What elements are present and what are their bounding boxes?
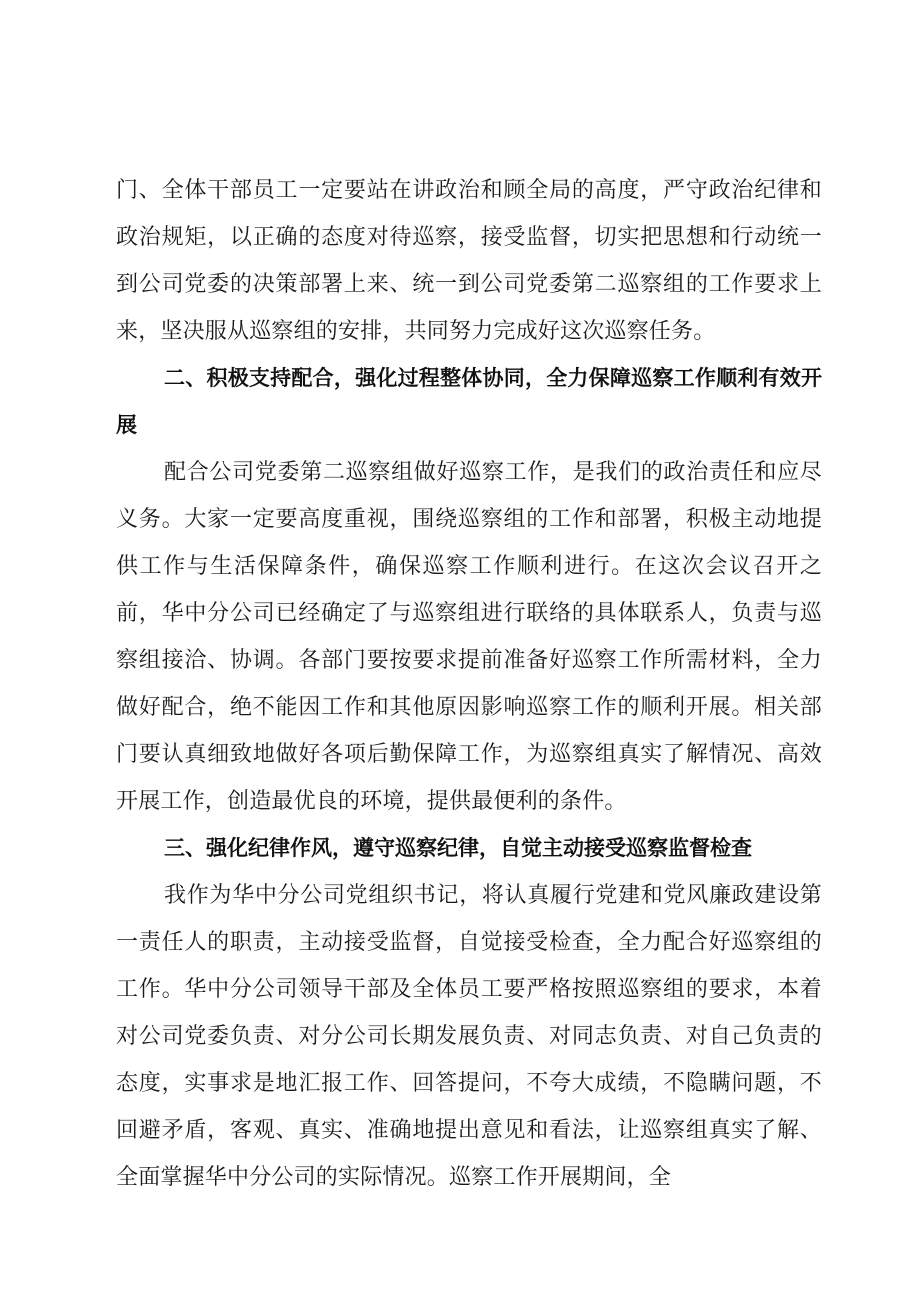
document-body [116, 167, 822, 1201]
body-paragraph-2: 配合公司党委第二巡察组做好巡察工作，是我们的政治责任和应尽义务。大家一定要高度重视，围绕巡察组的工作和部署，积极主动地提供工作与生活保障条件，确保巡察工作顺利进行。在这次会议召开之前，华中分公司已经确定了与巡察组进行联络的具体联系人，负责与巡察组接洽、协调。各部门要按要求提前准备好巡察工作所需材料，全力做好配合，绝不能因工作和其他原因影响巡察工作的顺利开展。相关部门要认真细致地做好各项后勤保障工作，为巡察组真实了解情况、高效开展工作，创造最优良的环境，提供最便利的条件。 [116, 460, 822, 814]
body-paragraph-1: 门、全体干部员工一定要站在讲政治和顾全局的高度，严守政治纪律和政治规矩，以正确的态度对待巡察，接受监督，切实把思想和行动统一到公司党委的决策部署上来、统一到公司党委第二巡察组的工作要求上来，坚决服从巡察组的安排，共同努力完成好这次巡察任务。 [116, 178, 822, 344]
body-paragraph-3: 我作为华中分公司党组织书记，将认真履行党建和党风廉政建设第一责任人的职责，主动接受监督，自觉接受检查，全力配合好巡察组的工作。华中分公司领导干部及全体员工要严格按照巡察组的要求，本着对公司党委负责、对分公司长期发展负责、对同志负责、对自己负责的态度，实事求是地汇报工作、回答提问，不夸大成绩，不隐瞒问题，不回避矛盾，客观、真实、准确地提出意见和看法，让巡察组真实了解、全面掌握华中分公司的实际情况。巡察工作开展期间，全 [116, 883, 822, 1190]
section-heading-2: 二、积极支持配合，强化过程整体协同，全力保障巡察工作顺利有效开展 [116, 366, 822, 437]
section-heading-3: 三、强化纪律作风，遵守巡察纪律，自觉主动接受巡察监督检查 [164, 836, 752, 860]
